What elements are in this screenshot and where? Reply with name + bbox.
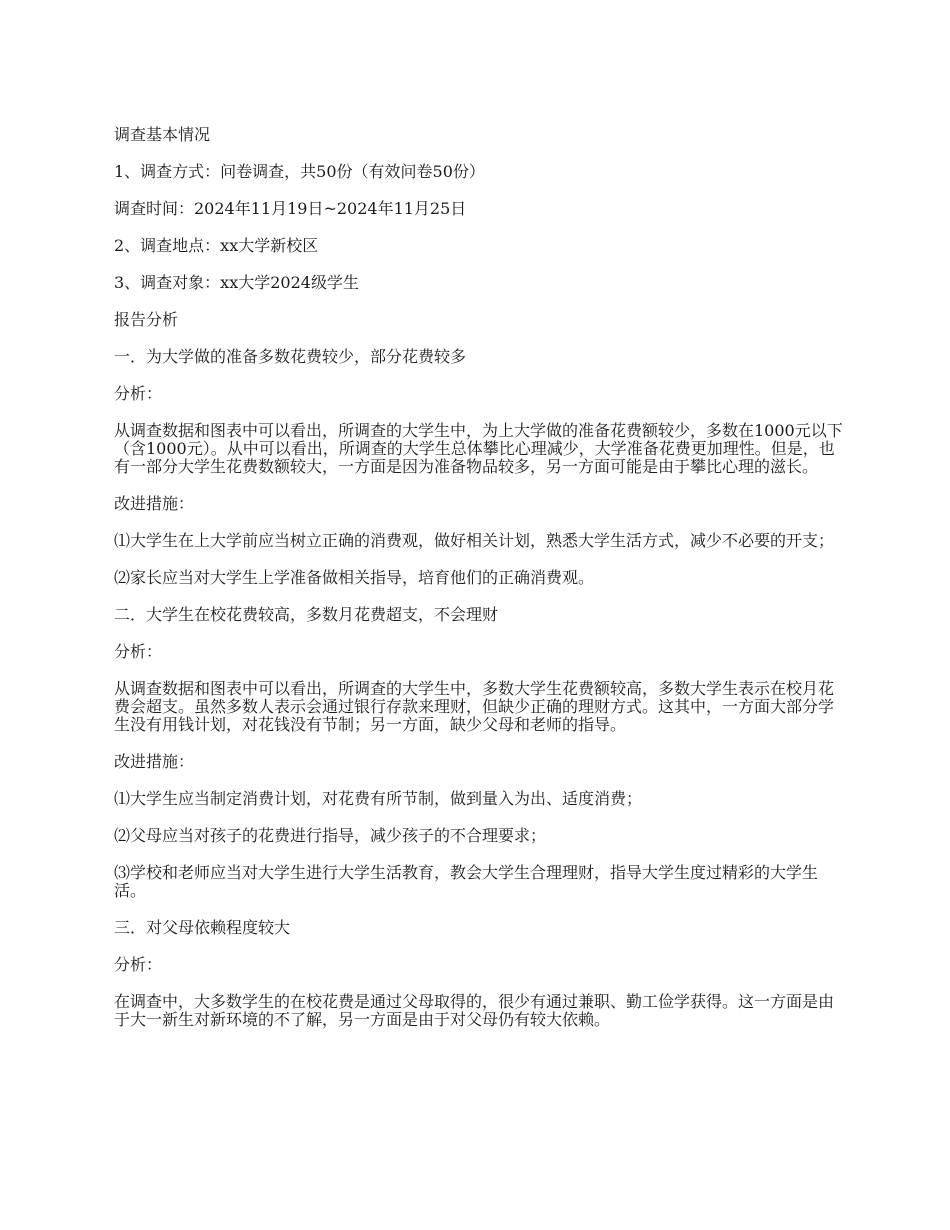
section-3-analysis-text: 在调查中，大多数学生的在校花费是通过父母取得的，很少有通过兼职、勤工俭学获得。这一方面是由于大一新生对新环境的不了解，另一方面是由于对父母仍有较大依赖。 — [114, 992, 835, 1029]
section-2-analysis-text: 从调查数据和图表中可以看出，所调查的大学生中，多数大学生花费额较高，多数大学生表示在校月花费会超支。虽然多数人表示会通过银行存款来理财，但缺少正确的理财方式。这其中，一方面大部分学生没有用钱计划，对花钱没有节制；另一方面，缺少父母和老师的指导。 — [114, 679, 835, 734]
survey-subjects: 3、调查对象：xx大学2024级学生 — [114, 273, 359, 292]
section-1-measures-label: 改进措施： — [114, 494, 195, 513]
survey-method: 1、调查方式：问卷调查，共50份（有效问卷50份） — [114, 162, 485, 181]
section-1-analysis-text: 从调查数据和图表中可以看出，所调查的大学生中，为上大学做的准备花费额较少，多数在1000元以下（含1000元）。从中可以看出，所调查的大学生总体攀比心理减少，大学准备花费更加理性。但是，也有一部分大学生花费数额较大，一方面是因为准备物品较多，另一方面可能是由于攀比心理的滋长。 — [114, 421, 843, 476]
section-1-analysis-label: 分析： — [114, 384, 163, 403]
survey-location: 2、调查地点：xx大学新校区 — [114, 236, 319, 255]
section-2-measure-3: ⑶学校和老师应当对大学生进行大学生活教育，教会大学生合理理财，指导大学生度过精彩的大学生活。 — [114, 863, 819, 900]
section-2-measure-1: ⑴大学生应当制定消费计划，对花费有所节制，做到量入为出、适度消费； — [114, 789, 643, 808]
section-1-measure-2: ⑵家长应当对大学生上学准备做相关指导，培育他们的正确消费观。 — [114, 568, 595, 587]
section-2-measures-label: 改进措施： — [114, 752, 195, 771]
section-2-title: 二．大学生在校花费较高，多数月花费超支，不会理财 — [114, 605, 499, 624]
document-body — [114, 126, 844, 1048]
section-3-title: 三．对父母依赖程度较大 — [114, 918, 291, 937]
section-2-measure-2: ⑵父母应当对孩子的花费进行指导，减少孩子的不合理要求； — [114, 826, 547, 845]
heading-survey-basics: 调查基本情况 — [114, 125, 211, 144]
heading-report-analysis: 报告分析 — [114, 310, 179, 329]
survey-time: 调查时间：2024年11月19日~2024年11月25日 — [114, 199, 467, 218]
section-2-analysis-label: 分析： — [114, 642, 163, 661]
section-1-measure-1: ⑴大学生在上大学前应当树立正确的消费观，做好相关计划，熟悉大学生活方式，减少不必要的开支； — [114, 531, 835, 550]
section-1-title: 一．为大学做的准备多数花费较少，部分花费较多 — [114, 347, 467, 366]
section-3-analysis-label: 分析： — [114, 955, 163, 974]
